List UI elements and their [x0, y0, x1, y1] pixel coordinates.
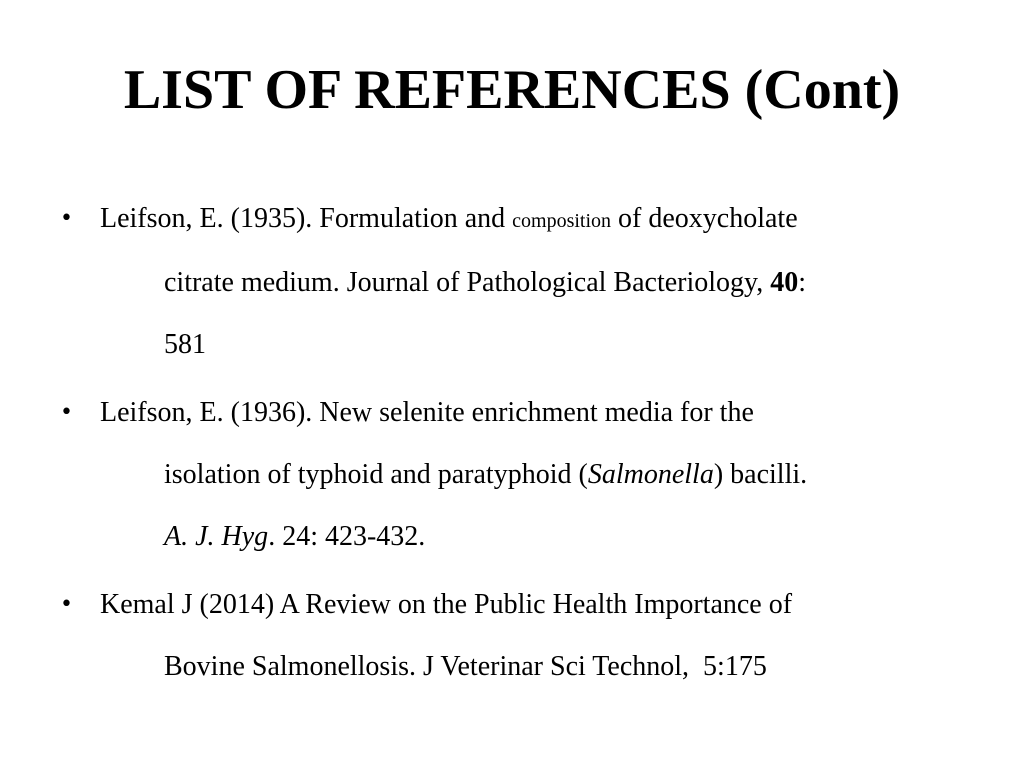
volume-number: 40	[770, 267, 799, 298]
reference-text: . 24: 423-432.	[268, 521, 426, 552]
reference-text: ) bacilli.	[713, 459, 808, 490]
bullet-icon: •	[60, 206, 73, 231]
reference-text: isolation of typhoid and paratyphoid (	[164, 459, 588, 490]
bullet-icon: •	[60, 592, 73, 617]
reference-line	[100, 188, 990, 252]
reference-text: of deoxycholate	[611, 203, 798, 234]
reference-item	[60, 382, 990, 568]
reference-text: citrate medium. Journal of Pathological Bacteriology,	[164, 267, 771, 298]
reference-text: Leifson, E. (1935). Formulation and	[100, 203, 513, 234]
reference-line: Kemal J (2014) A Review on the Public Health Importance of	[100, 589, 793, 620]
species-name: Salmonella	[587, 459, 714, 490]
reference-item	[60, 574, 990, 698]
reference-line	[100, 506, 990, 568]
reference-text: :	[798, 267, 807, 298]
reference-text-small: composition	[512, 210, 612, 232]
journal-name: A. J. Hyg	[164, 521, 269, 552]
reference-line: Leifson, E. (1936). New selenite enrichment media for the	[100, 397, 754, 428]
bullet-icon: •	[60, 400, 73, 425]
reference-line: Bovine Salmonellosis. J Veterinar Sci Technol, 5:175	[164, 651, 767, 682]
reference-line	[100, 444, 990, 506]
reference-line: 581	[164, 329, 206, 360]
reference-list	[60, 188, 990, 698]
reference-item	[60, 188, 990, 376]
slide-title: LIST OF REFERENCES (Cont)	[123, 59, 901, 121]
reference-line	[100, 252, 990, 314]
